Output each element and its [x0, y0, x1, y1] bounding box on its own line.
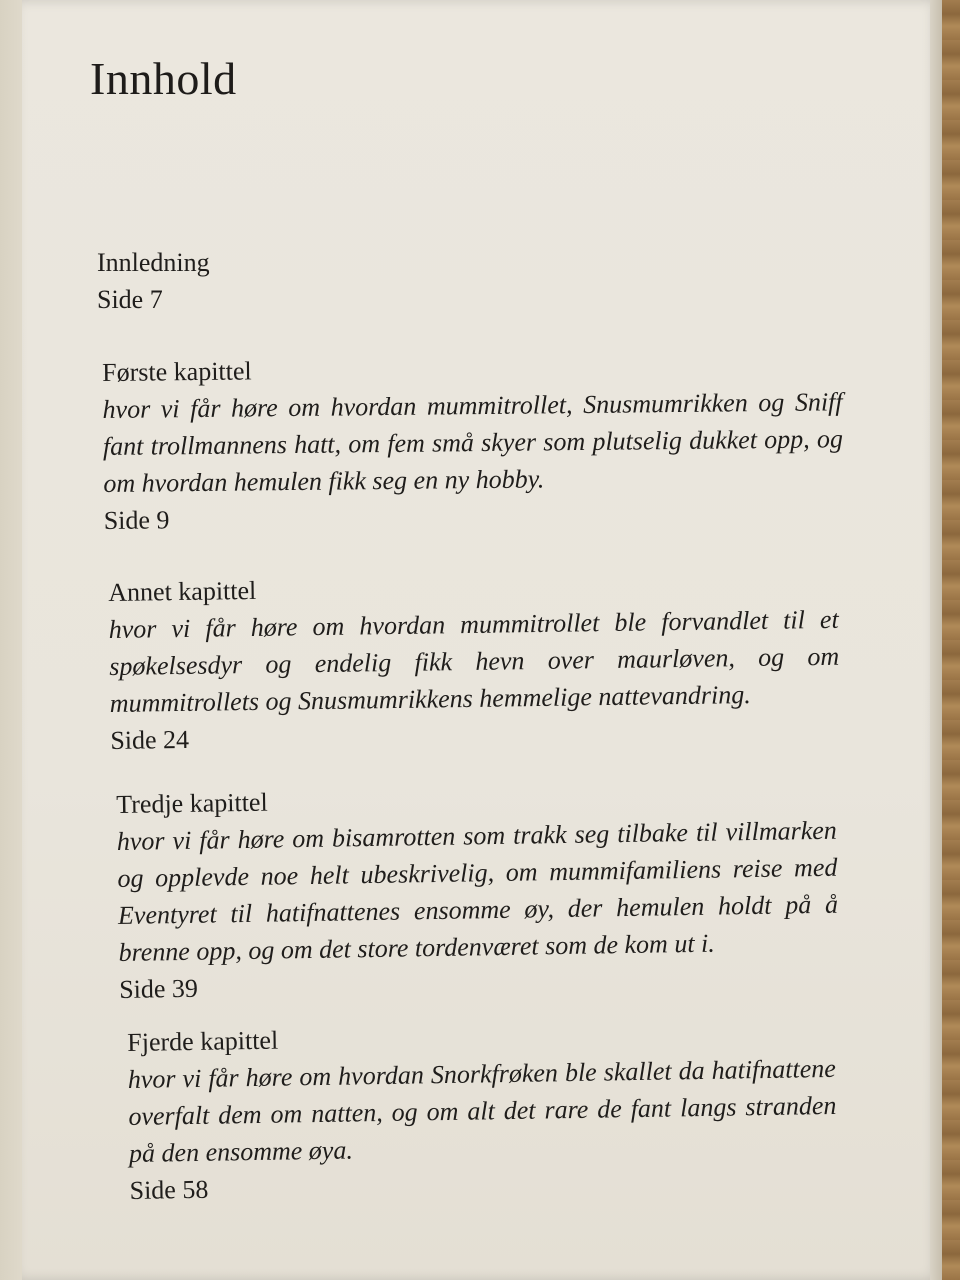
entry-page-number: Side 9 [103, 505, 170, 535]
entry-page-number: Side 7 [97, 285, 163, 314]
entry-heading: Tredje kapittel [116, 787, 268, 819]
page-stack-edge [930, 0, 942, 1280]
toc-entry-intro [97, 244, 797, 318]
toc-entry-chapter-1 [102, 346, 844, 539]
entry-page-number: Side 24 [110, 724, 190, 755]
toc-entry-chapter-3 [116, 775, 839, 1008]
table-surface [942, 0, 960, 1280]
entry-heading: Fjerde kapittel [127, 1025, 279, 1057]
entry-page-number: Side 39 [118, 973, 199, 1004]
entry-page-number: Side 58 [129, 1174, 209, 1205]
entry-description: hvor vi får høre om bisamrotten som trakk seg tilbake til villmarken og opplevde noe helt ubeskrivelig, om mummifamiliens reise med Eventyret til hatifnattenes ensomme øy, der hemulen holdt på å brenne opp, og om det store tordenværet som de kom ut i. [116, 815, 839, 967]
toc-entry-chapter-2 [108, 564, 841, 759]
entry-heading: Annet kapittel [108, 575, 257, 607]
entry-description: hvor vi får høre om hvordan mummitrollet ble forvandlet til et spøkelsesdyr og endelig fikk hevn over maurløven, og om mummitrollets og Snusmumrikkens hemmelige nattevandring. [108, 604, 840, 718]
entry-heading: Innledning [97, 248, 210, 277]
entry-heading: Første kapittel [102, 356, 252, 387]
toc-entry-chapter-4 [127, 1013, 838, 1209]
entry-description: hvor vi får høre om hvordan mummitrollet, Snusmumrikken og Sniff fant trollmannens hatt, om fem små skyer som plutselig dukket opp, og om hvordan hemulen fikk seg en ny hobby. [102, 387, 844, 498]
entry-description: hvor vi får høre om hvordan Snorkfrøken ble skallet da hatifnattene overfalt dem om natten, og om alt det rare de fant langs stranden på den ensomme øya. [127, 1053, 837, 1168]
page-title: Innhold [90, 53, 237, 104]
